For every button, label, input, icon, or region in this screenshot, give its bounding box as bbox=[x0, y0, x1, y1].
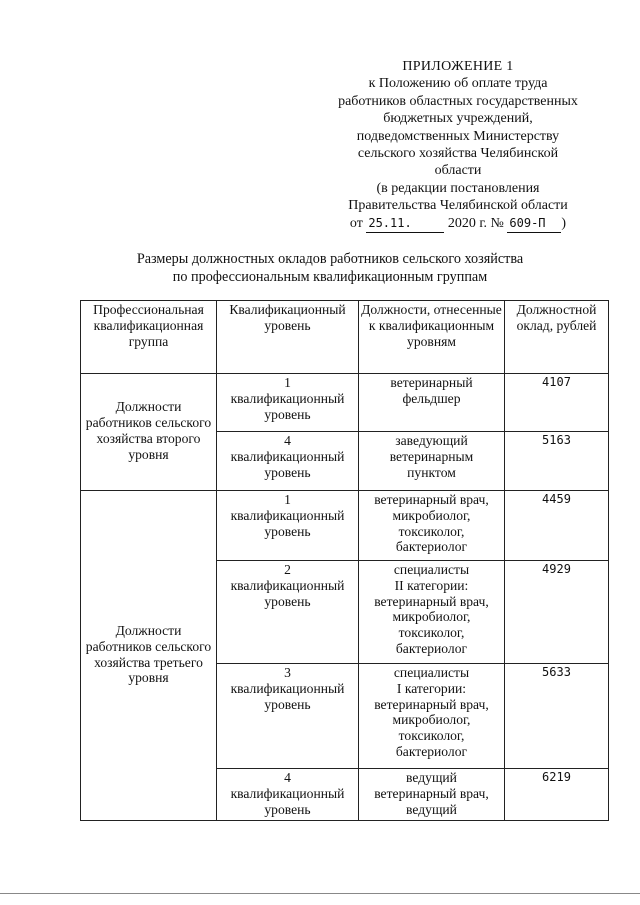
salary-cell: 4107 bbox=[505, 374, 609, 432]
group-third-level: Должности работников сельского хозяйства третьего уровня bbox=[81, 491, 217, 821]
table-heading bbox=[100, 251, 560, 286]
table-row bbox=[81, 374, 609, 432]
appendix-line: сельского хозяйства Челябинской bbox=[357, 146, 559, 162]
appendix-block bbox=[325, 58, 591, 233]
level-cell: 2 квалификационный уровень bbox=[217, 561, 359, 664]
level-cell: 3 квалификационный уровень bbox=[217, 664, 359, 769]
header-salary: Должностной оклад, рублей bbox=[505, 301, 609, 374]
level-cell: 4 квалификационный уровень bbox=[217, 432, 359, 491]
appendix-line: бюджетных учреждений, bbox=[383, 111, 533, 127]
salary-cell: 4459 bbox=[505, 491, 609, 561]
positions-cell: специалисты II категории: ветеринарный врач, микробиолог, токсиколог, бактериолог bbox=[359, 561, 505, 664]
header-level: Квалификационный уровень bbox=[217, 301, 359, 374]
heading-line-2: по профессиональным квалификационным группам bbox=[172, 268, 488, 285]
appendix-line: подведомственных Министерству bbox=[356, 128, 560, 144]
date-prefix: от bbox=[349, 215, 363, 231]
page-bottom-rule bbox=[0, 893, 640, 894]
close-paren: ) bbox=[561, 215, 567, 231]
heading-line-1: Размеры должностных окладов работников сельского хозяйства bbox=[136, 251, 524, 267]
appendix-line: (в редакции постановления bbox=[376, 180, 540, 196]
appendix-line: работников областных государственных bbox=[338, 93, 578, 109]
year-text: 2020 г. № bbox=[447, 215, 504, 231]
appendix-line: Правительства Челябинской области bbox=[348, 198, 568, 214]
level-cell: 1 квалификационный уровень bbox=[217, 374, 359, 432]
level-cell: 1 квалификационный уровень bbox=[217, 491, 359, 561]
salary-cell: 5633 bbox=[505, 664, 609, 769]
positions-cell: заведующий ветеринарным пунктом bbox=[359, 432, 505, 491]
table-row bbox=[81, 491, 609, 561]
resolution-number: 609-П bbox=[507, 215, 561, 233]
positions-cell: ведущий ветеринарный врач, ведущий bbox=[359, 769, 505, 821]
resolution-date: 25.11. bbox=[366, 215, 444, 233]
header-positions: Должности, отнесенные к квалификационным уровням bbox=[359, 301, 505, 374]
positions-cell: ветеринарный фельдшер bbox=[359, 374, 505, 432]
salary-cell: 4929 bbox=[505, 561, 609, 664]
header-group: Профессиональная квалификационная группа bbox=[81, 301, 217, 374]
level-cell: 4 квалификационный уровень bbox=[217, 769, 359, 821]
appendix-line: к Положению об оплате труда bbox=[368, 76, 548, 92]
table-header-row bbox=[81, 301, 609, 374]
salary-cell: 6219 bbox=[505, 769, 609, 821]
appendix-line: области bbox=[434, 163, 482, 179]
resolution-date-line bbox=[325, 215, 591, 233]
positions-cell: специалисты I категории: ветеринарный врач, микробиолог, токсиколог, бактериолог bbox=[359, 664, 505, 769]
salary-table bbox=[80, 300, 609, 821]
appendix-title: ПРИЛОЖЕНИЕ 1 bbox=[402, 59, 514, 74]
group-second-level: Должности работников сельского хозяйства второго уровня bbox=[81, 374, 217, 491]
salary-cell: 5163 bbox=[505, 432, 609, 491]
positions-cell: ветеринарный врач, микробиолог, токсиколог, бактериолог bbox=[359, 491, 505, 561]
